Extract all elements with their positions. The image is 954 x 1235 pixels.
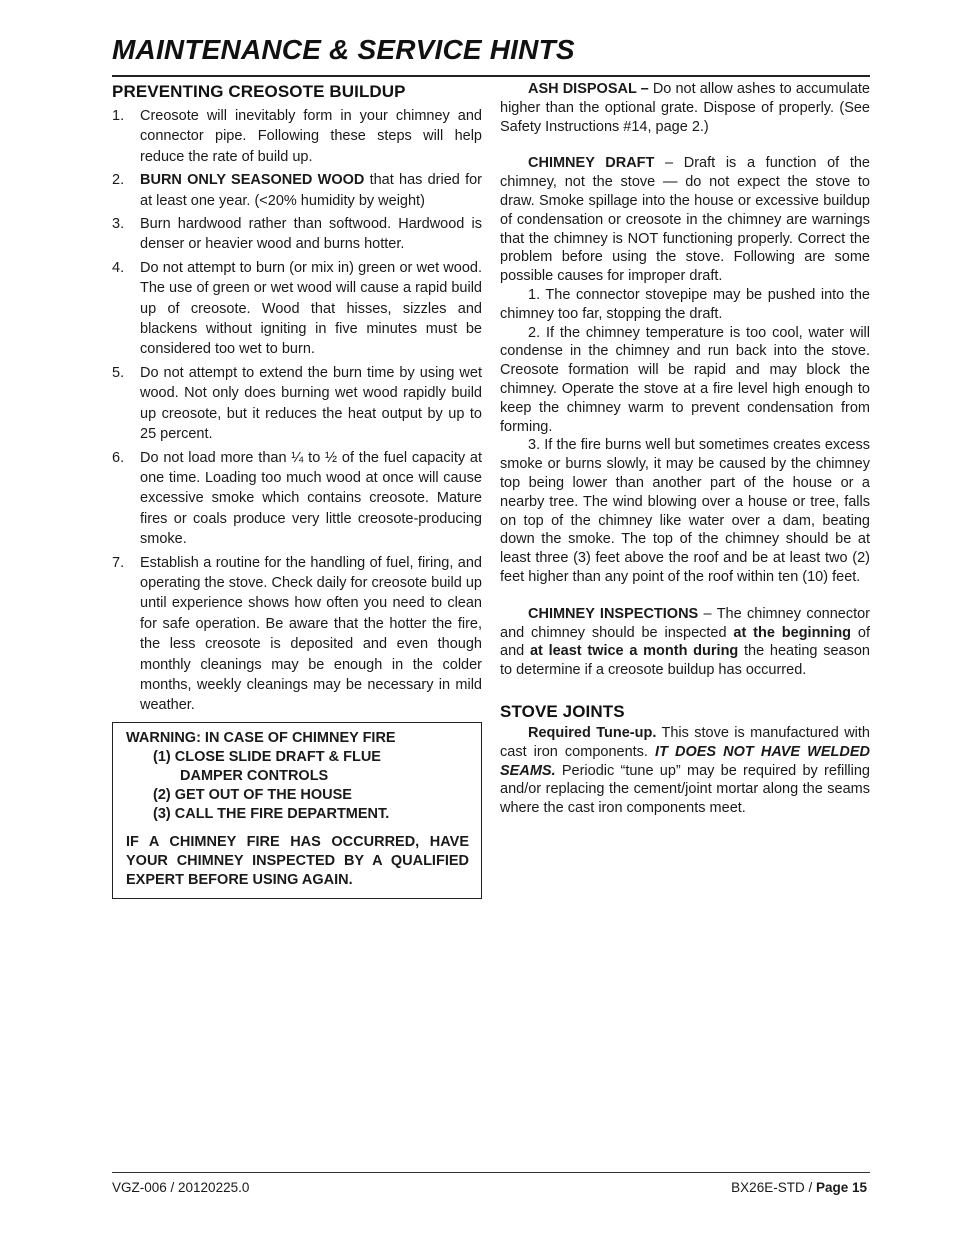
warning-heading: WARNING: IN CASE OF CHIMNEY FIRE (126, 729, 396, 746)
item-text: Creosote will inevitably form in your chimney and connector pipe. Following these steps will help reduce the rate of build up. (140, 108, 482, 165)
warning-step: (1) CLOSE SLIDE DRAFT & FLUE (153, 748, 381, 765)
right-column (500, 80, 870, 818)
title-rule (112, 75, 870, 77)
footer-rule (112, 1172, 870, 1173)
item-text: Do not attempt to extend the burn time by using wet wood. Not only does burning wet wood rapidly build up creosote, but it reduces the heat output by up to 25 percent. (140, 364, 482, 443)
draft-cause-1: 1. The connector stovepipe may be pushed into the chimney too far, stopping the draft. (500, 286, 870, 322)
footer-page-info (731, 1180, 867, 1195)
warning-inspection-note: IF A CHIMNEY FIRE HAS OCCURRED, HAVE YOUR CHIMNEY INSPECTED BY A QUALIFIED EXPERT BEFORE USING AGAIN. (126, 833, 469, 888)
chimney-draft-paragraph: CHIMNEY DRAFT – Draft is a function of the chimney, not the stove — do not expect the stove to draw. Smoke spillage into the house or excessive buildup of condensation or creosote in the chimney are warnings that the chimney is NOT functioning properly. Correct the problem before using the stove. Following are some possible causes for improper draft. (500, 155, 870, 285)
page-title: MAINTENANCE & SERVICE HINTS (112, 34, 575, 65)
item-text: Establish a routine for the handling of fuel, firing, and operating the stove. Check daily for creosote build up until experience shows how often you need to clean for safe operation. Be aware that the hotter the fire, the less creosote is deposited and even though monthly cleanings may be enough in the colder months, weekly cleanings may be necessary in mild weather. (140, 554, 482, 714)
stove-joints-paragraph: Required Tune-up. This stove is manufactured with cast iron components. IT DOES NOT HAVE WELDED SEAMS. Periodic “tune up” may be required by refilling and/or replacing the cement/joint mortar along the seams where the cast iron components meet. (500, 724, 870, 817)
draft-cause-3: 3. If the fire burns well but sometimes creates excess smoke or burns slowly, it may be caused by the chimney top being lower than another part of the house or a nearby tree. The wind blowing over a house or tree, falls on top of the chimney like water over a dam, beating down the smoke. The top of the chimney should be at least three (3) feet above the roof and be at least two (2) feet higher than any point of the roof within ten (10) feet. (500, 437, 870, 585)
chimney-inspections-paragraph: CHIMNEY INSPECTIONS – The chimney connector and chimney should be inspected at the beginning of and at least twice a month during the heating season to determine if a creosote buildup has occurred. (500, 605, 870, 679)
list-item (112, 553, 482, 716)
creosote-steps-list (112, 106, 482, 716)
item-text: Burn hardwood rather than softwood. Hardwood is denser or heavier wood and burns hotter. (140, 216, 482, 253)
list-item (112, 363, 482, 445)
item-number: 2. (112, 172, 125, 189)
list-item (112, 214, 482, 255)
draft-cause-2: 2. If the chimney temperature is too cool, water will condense in the chimney and run back into the stove. Creosote formation will be rapid and may block the chimney. Operate the stove at a fire level high enough to keep the chimney warm to prevent condensation from forming. (500, 324, 870, 435)
item-number: 1. (112, 108, 125, 124)
warning-step-continued: DAMPER CONTROLS (180, 767, 329, 784)
item-text: BURN ONLY SEASONED WOOD that has dried for at least one year. (<20% humidity by weight) (140, 172, 483, 209)
footer-model: BX26E-STD / (731, 1180, 816, 1195)
left-column (112, 82, 482, 899)
list-item (112, 448, 482, 550)
item-number: 3. (112, 216, 125, 233)
warning-step: (3) CALL THE FIRE DEPARTMENT. (153, 805, 390, 822)
section-heading-creosote: PREVENTING CREOSOTE BUILDUP (112, 82, 406, 101)
list-item (112, 258, 482, 360)
page-number: Page 15 (815, 1180, 867, 1195)
list-item (112, 170, 482, 211)
chimney-fire-warning-box (112, 722, 482, 899)
footer-document-code: VGZ-006 / 20120225.0 (112, 1180, 250, 1195)
item-number: 4. (112, 259, 125, 276)
item-number: 5. (112, 364, 125, 381)
item-number: 6. (112, 449, 125, 466)
section-heading-stove-joints: STOVE JOINTS (500, 701, 625, 721)
ash-disposal-paragraph: ASH DISPOSAL – Do not allow ashes to accumulate higher than the optional grate. Dispose of properly. (See Safety Instructions #14, page 2.) (500, 81, 870, 135)
item-text: Do not load more than ¼ to ½ of the fuel capacity at one time. Loading too much wood at once will cause excessive smoke which contains creosote. Mature fires or coals produce very little creosote-producing smoke. (140, 449, 482, 548)
item-number: 7. (112, 554, 125, 571)
item-text: Do not attempt to burn (or mix in) green or wet wood. The use of green or wet wood will cause a rapid build up of creosote. Wood that hisses, sizzles and blackens without igniting in five minutes must be considered too wet to burn. (140, 259, 482, 358)
list-item (112, 106, 482, 167)
warning-step: (2) GET OUT OF THE HOUSE (153, 786, 352, 803)
